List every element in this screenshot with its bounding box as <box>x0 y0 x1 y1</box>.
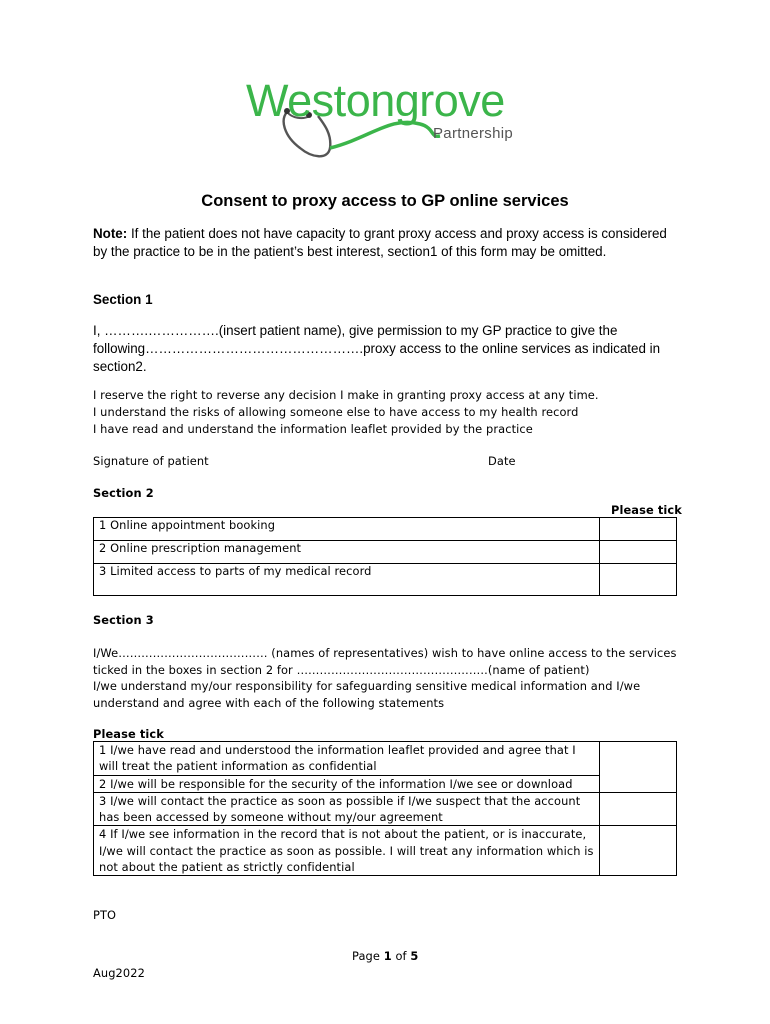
please-tick-label: Please tick <box>611 503 682 517</box>
service-label: 2 Online prescription management <box>94 541 600 564</box>
table-row <box>94 541 677 564</box>
statements-table <box>93 741 677 876</box>
section3-heading: Section 3 <box>93 613 154 627</box>
table-row <box>94 775 677 792</box>
page-number <box>352 949 418 963</box>
page-prefix: Page <box>352 949 384 963</box>
statement-label: 1 I/we have read and understood the information leaflet provided and agree that I will treat the patient information as confidential <box>94 742 600 776</box>
tick-box[interactable] <box>599 792 676 826</box>
section1-heading: Section 1 <box>93 292 153 307</box>
tick-box[interactable] <box>599 742 676 793</box>
tick-box[interactable] <box>600 518 677 541</box>
note-paragraph <box>93 225 673 261</box>
tick-box[interactable] <box>600 541 677 564</box>
services-table <box>93 517 677 596</box>
page-current: 1 <box>383 949 392 963</box>
tick-box[interactable] <box>599 826 676 876</box>
table-row <box>94 518 677 541</box>
table-row <box>94 564 677 596</box>
please-tick-label: Please tick <box>93 727 164 741</box>
statement-label: 4 If I/we see information in the record that is not about the patient, or is inaccurate, I/we will contact the practice as soon as possible. I will treat any information which is not about the patient as strictly confidential <box>94 826 600 876</box>
note-text: If the patient does not have capacity to grant proxy access and proxy access is considered by the practice to be in the patient’s best interest, section1 of this form may be omitted. <box>93 226 667 259</box>
table-row <box>94 826 677 876</box>
section1-statements <box>93 387 599 438</box>
responsibility-text: I/we understand my/our responsibility for safeguarding sensitive medical information and I/we understand and agree with each of the following statements <box>93 679 641 710</box>
logo-subtitle: Partnership <box>433 125 514 142</box>
logo-wordmark: Westongrove <box>246 75 505 126</box>
page-total: 5 <box>410 949 419 963</box>
representatives-text: I/We………………………………… (names of representatives) wish to have online access to the services ticked in the boxes in section 2 for …………………………………………..(name of patient) <box>93 646 677 677</box>
service-label: 1 Online appointment booking <box>94 518 600 541</box>
date-label: Date <box>488 454 516 468</box>
note-label: Note: <box>93 226 128 241</box>
section1-statement: I reserve the right to reverse any decision I make in granting proxy access at any time. <box>93 388 599 402</box>
statement-label: 2 I/we will be responsible for the security of the information I/we see or download <box>94 775 600 792</box>
practice-logo <box>240 75 540 178</box>
section3-text <box>93 645 683 711</box>
table-row <box>94 792 677 826</box>
page-mid: of <box>391 949 411 963</box>
section1-statement: I have read and understand the information leaflet provided by the practice <box>93 422 533 436</box>
pto-label: PTO <box>93 908 117 922</box>
footer-date: Aug2022 <box>93 966 145 980</box>
statement-label: 3 I/we will contact the practice as soon as possible if I/we suspect that the account has been accessed by someone without my/our agreement <box>94 792 600 826</box>
document-title: Consent to proxy access to GP online services <box>201 192 569 210</box>
table-row <box>94 742 677 776</box>
section1-permission-text: I, ……….…………….(insert patient name), give permission to my GP practice to give the following………………………………………….proxy access to the online services as indicated in section2. <box>93 323 661 374</box>
signature-label: Signature of patient <box>93 454 209 468</box>
tick-box[interactable] <box>600 564 677 596</box>
service-label: 3 Limited access to parts of my medical record <box>94 564 600 596</box>
section2-heading: Section 2 <box>93 486 154 500</box>
section1-statement: I understand the risks of allowing someone else to have access to my health record <box>93 405 579 419</box>
